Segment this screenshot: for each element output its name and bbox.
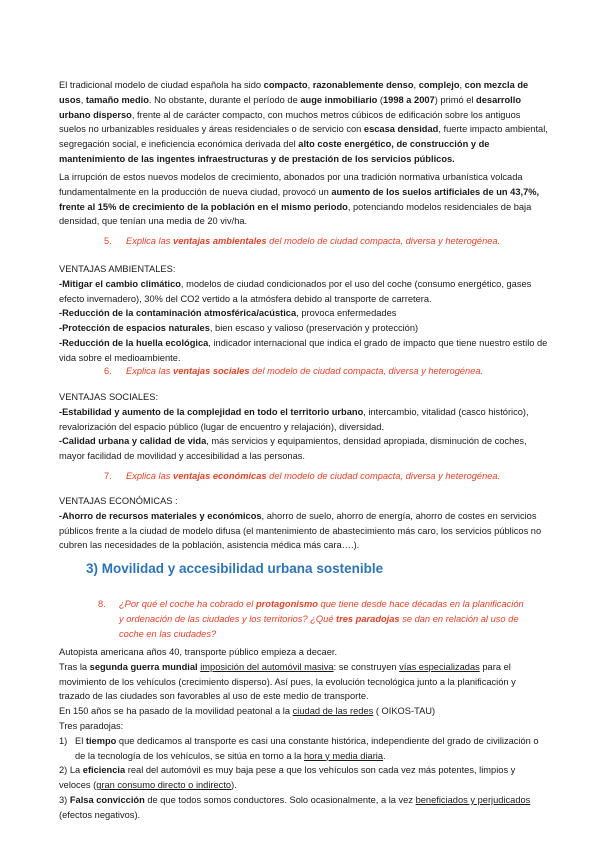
section-title: VENTAJAS SOCIALES: xyxy=(59,392,159,402)
text: El tradicional modelo de ciudad española ha sido xyxy=(59,80,264,90)
bold-text: auge inmobiliario xyxy=(300,94,378,105)
text: ) primó el xyxy=(434,94,477,105)
text: El xyxy=(75,735,86,746)
text: (efectos negativos). xyxy=(59,809,141,820)
text: , xyxy=(80,94,86,105)
text: Explica las xyxy=(126,366,174,376)
bold-text: ventajas económicas xyxy=(173,471,267,481)
list-item xyxy=(59,306,549,321)
bold-text: -Protección de espacios naturales xyxy=(59,323,210,334)
text: , bien escaso y valioso (preservación y protección) xyxy=(209,323,419,334)
text: , provoca enfermedades xyxy=(296,308,397,319)
bold-text: razonablemente denso xyxy=(312,80,414,90)
paradox-3 xyxy=(59,793,549,823)
list-item xyxy=(59,509,549,553)
bold-text: tiempo xyxy=(85,735,117,746)
answer-line: Autopista americana años 40, transporte público empieza a decaer. xyxy=(59,647,338,657)
bold-text: ventajas sociales xyxy=(173,366,250,376)
text: del modelo de ciudad compacta, diversa y heterogénea. xyxy=(266,471,501,481)
section-heading: 3) Movilidad y accesibilidad urbana sostenible xyxy=(86,561,384,576)
text: Tras la xyxy=(59,661,90,672)
text: real del automóvil es muy baja pese a que los vehículos son cada vez más potentes, limpios y veloces ( xyxy=(59,765,516,791)
section-ventajas-economicas xyxy=(59,494,549,553)
bold-text: escasa densidad xyxy=(363,124,439,135)
answer-line xyxy=(59,660,549,704)
text: Explica las xyxy=(126,471,174,481)
bold-text: complejo xyxy=(418,80,460,90)
text: , indicador internacional que indica el grado de impacto que tiene nuestro estilo de vida sobre el medioambiente. xyxy=(59,337,548,363)
question-number: 5. xyxy=(104,236,112,246)
bold-text: tres paradojas xyxy=(336,613,400,624)
text: que tiene desde hace décadas en la planificación y ordenación de las ciudades y los territorios? ¿Qué xyxy=(119,599,524,624)
underlined-text: vías especializadas xyxy=(399,661,480,672)
paradox-2 xyxy=(59,763,549,793)
text: , xyxy=(307,80,313,90)
question-number: 6. xyxy=(104,366,112,376)
text: del modelo de ciudad compacta, diversa y heterogénea. xyxy=(266,236,501,246)
text: , más servicios y equipamientos, densidad apropiada, disminución de coches, mayor facilidad de movilidad y accesibilidad a las personas. xyxy=(59,436,527,462)
list-number: 1) xyxy=(59,735,68,746)
text: se dan en relación al uso de coche en las ciudades? xyxy=(119,613,519,639)
text: ). xyxy=(231,780,237,791)
section-ventajas-sociales xyxy=(59,390,549,464)
underlined-text: gran consumo directo o indirecto xyxy=(96,780,232,791)
text: . xyxy=(383,750,386,761)
text: Explica las xyxy=(126,236,174,246)
question-8 xyxy=(98,597,529,641)
text: del modelo de ciudad compacta, diversa y heterogénea. xyxy=(249,366,484,376)
bold-text: ventajas ambientales xyxy=(173,236,267,246)
bold-text: Falsa convicción xyxy=(69,794,145,805)
question-7 xyxy=(104,469,544,484)
answer-block xyxy=(59,645,549,823)
bold-text: compacto xyxy=(263,80,308,90)
section-ventajas-ambientales xyxy=(59,262,549,366)
text: La irrupción de estos nuevos modelos de crecimiento, abonados por una tradición normativa urbanística volcada fundamentalmente en la producción de nueva ciudad, provocó un xyxy=(59,172,523,197)
text: , frente al de carácter compacto, con muchos metros cúbicos de edificación sobre los antiguos suelos no urbanizables residuales y áreas residenciales o de servicio con xyxy=(59,109,521,135)
text: que dedicamos al transporte es casi una constante histórica, independiente del grado de civilización o de la tecnología de los vehículos, se sitúa en torno a la xyxy=(75,735,539,761)
underlined-text: ciudad de las redes xyxy=(292,706,374,717)
bold-text: -Ahorro de recursos materiales y económicos xyxy=(59,510,262,521)
text: , fuerte impacto ambiental, segregación social, e ineficiencia económica derivada del xyxy=(59,124,548,150)
bold-text: protagonismo xyxy=(255,599,318,609)
bold-text: 1998 a 2007 xyxy=(383,94,435,105)
list-item xyxy=(59,277,549,307)
answer-line xyxy=(59,704,549,719)
bold-text: alto coste energético, de construcción y de mantenimiento de las ingentes infraestructuras y de prestación de los servicios públicos. xyxy=(59,139,490,164)
section-title: VENTAJAS AMBIENTALES: xyxy=(59,264,176,274)
question-5 xyxy=(104,234,544,249)
text: . No obstante, durante el período de xyxy=(148,94,301,105)
question-number: 8. xyxy=(98,599,106,609)
text: de que todos somos conductores. Solo ocasionalmente, a la vez xyxy=(144,794,416,805)
text: , intercambio, vitalidad (casco histórico), revalorización del espacio público (lugar de encuentro y relajación), diversidad. xyxy=(59,406,529,432)
text: , ahorro de suelo, ahorro de energía, ahorro de costes en servicios públicos frente a la ciudad de modelo difusa (el mantenimiento de abastecimiento más caro, los servicios públicos no cubren las necesidades de la población, asistencia médica más cara….). xyxy=(59,510,542,551)
bold-text: -Estabilidad y aumento de la complejidad en todo el territorio urbano xyxy=(59,406,364,417)
text: ( OIKOS-TAU) xyxy=(373,706,436,717)
bold-text: con mezcla de usos xyxy=(59,80,529,105)
text: , xyxy=(459,80,465,90)
underlined-text: hora y media diaria xyxy=(303,750,384,761)
text: En 150 años se ha pasado de la movilidad peatonal a la xyxy=(59,706,293,717)
text: , xyxy=(413,80,419,90)
text: 2) La xyxy=(59,765,83,776)
list-item xyxy=(59,336,549,366)
paragraph-irrupcion xyxy=(59,170,549,229)
text: 3) xyxy=(59,794,70,805)
bold-text: -Mitigar el cambio climático xyxy=(59,278,181,289)
paradox-1 xyxy=(59,734,549,764)
list-item xyxy=(59,321,549,336)
bold-text: -Calidad urbana y calidad de vida xyxy=(59,436,207,447)
bold-text: aumento de los suelos artificiales de un 43,7%, frente al 15% de crecimiento de la población en el mismo periodo xyxy=(59,186,540,212)
bold-text: desarrollo urbano disperso xyxy=(59,94,521,120)
text: para el movimiento de los vehículos (crecimiento disperso). Así pues, la evolución tecnológica junto a la planificación y trazado de las ciudades son favorables al uso de este medio de transporte. xyxy=(59,661,516,702)
bold-text: -Reducción de la huella ecológica xyxy=(59,337,209,348)
bold-text: -Reducción de la contaminación atmosférica/acústica xyxy=(59,308,297,319)
list-item xyxy=(59,434,549,464)
section-title: VENTAJAS ECONÓMICAS : xyxy=(59,496,178,506)
bold-text: segunda guerra mundial xyxy=(89,661,198,672)
text: : se construyen xyxy=(333,661,400,672)
answer-line: Tres paradojas: xyxy=(59,720,124,731)
text: , potenciando modelos residenciales de baja densidad, que tenían una media de 20 viv/ha. xyxy=(59,201,532,227)
text: ( xyxy=(377,94,384,105)
question-6 xyxy=(104,364,544,379)
question-number: 7. xyxy=(104,471,112,481)
list-item xyxy=(59,405,549,435)
text: , modelos de ciudad condicionados por el uso del coche (consumo energético, gases efecto invernadero), 30% del CO2 vertido a la atmósfera debido al transporte de carretera. xyxy=(59,278,532,304)
underlined-text: beneficiados y perjudicados xyxy=(415,794,531,805)
underlined-text: imposición del automóvil masiva xyxy=(200,661,334,672)
bold-text: tamaño medio xyxy=(85,94,149,105)
bold-text: eficiencia xyxy=(82,765,126,776)
paragraph-intro xyxy=(59,78,549,167)
text: ¿Por qué el coche ha cobrado el xyxy=(119,599,256,609)
